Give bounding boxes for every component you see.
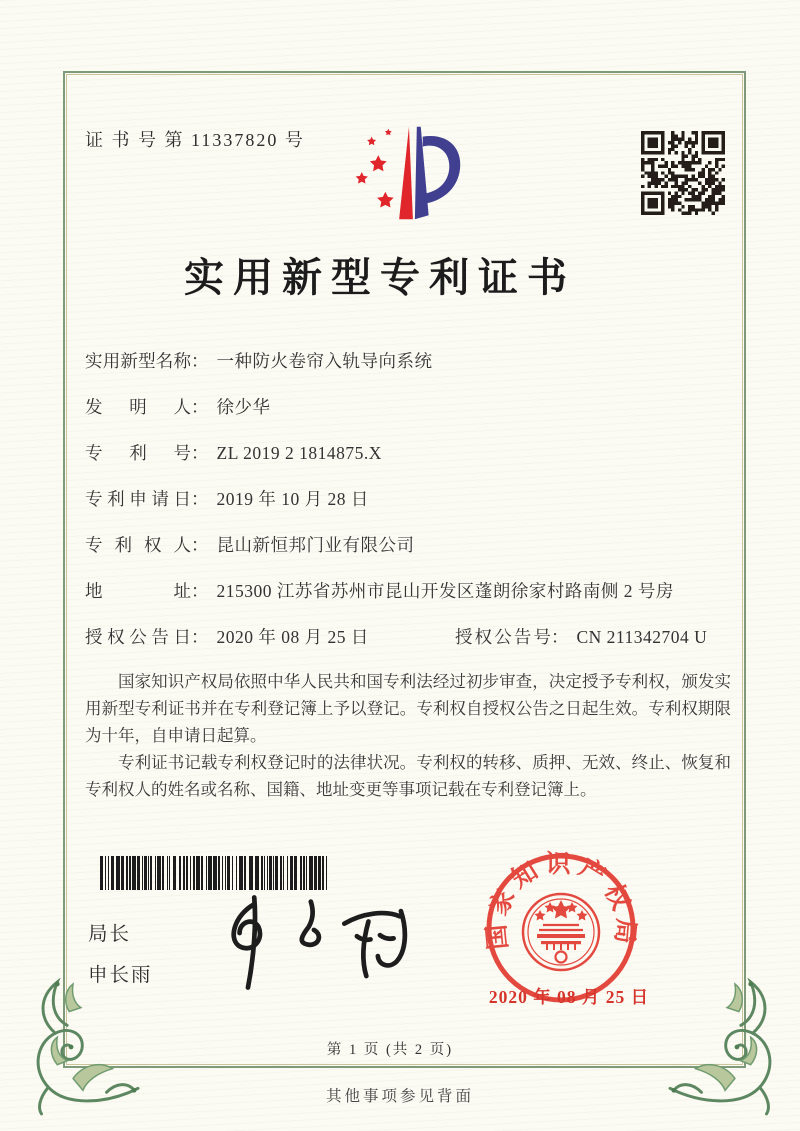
seal-date: 2020 年 08 月 25 日 <box>488 987 650 1007</box>
barcode <box>100 856 332 890</box>
field-row-grant <box>85 624 733 670</box>
field-value: 徐少华 <box>216 397 271 417</box>
cnipa-logo-icon <box>348 124 466 224</box>
field-label: 授权公告号 <box>455 627 551 647</box>
field-row-name <box>85 348 733 394</box>
legal-text <box>85 668 731 803</box>
field-label: 专利号 <box>85 443 191 463</box>
field-value: 215300 江苏省苏州市昆山开发区蓬朗徐家村路南侧 2 号房 <box>216 581 674 601</box>
official-seal <box>483 850 639 1006</box>
national-emblem-icon <box>523 894 599 970</box>
seal-ring-text: 国家知识产权局 <box>483 850 639 951</box>
legal-paragraph-1: 国家知识产权局依照中华人民共和国专利法经过初步审查，决定授予专利权，颁发实用新型专利证书并在专利登记簿上予以登记。专利权自授权公告之日起生效。专利权期限为十年，自申请日起算。 <box>85 672 731 745</box>
signature <box>205 890 425 995</box>
officer-name: 申长雨 <box>88 965 153 986</box>
certificate-title: 实用新型专利证书 <box>184 255 576 300</box>
field-label: 授权公告日 <box>85 627 191 647</box>
field-colon: ： <box>191 443 209 463</box>
corner-flourish-icon <box>12 978 140 1116</box>
officer-title: 局长 <box>88 924 132 945</box>
field-row-patentee <box>85 532 733 578</box>
field-colon: ： <box>191 397 209 417</box>
field-row-address <box>85 578 733 624</box>
field-value: 一种防火卷帘入轨导向系统 <box>216 351 433 371</box>
field-row-patent-number <box>85 440 733 486</box>
field-row-filing-date <box>85 486 733 532</box>
field-value: 2020 年 08 月 25 日 <box>216 627 369 647</box>
corner-flourish-icon <box>668 978 796 1116</box>
field-colon: ： <box>191 535 209 555</box>
field-colon: ： <box>191 627 209 647</box>
field-label: 专利申请日 <box>85 489 191 509</box>
field-label: 专利权人 <box>85 535 191 555</box>
back-side-note: 其他事项参见背面 <box>325 1088 474 1105</box>
field-pair-grant-number <box>455 624 707 649</box>
legal-paragraph-2: 专利证书记载专利权登记时的法律状况。专利权的转移、质押、无效、终止、恢复和专利权人的姓名或名称、国籍、地址变更等事项记载在专利登记簿上。 <box>85 753 731 799</box>
field-value: ZL 2019 2 1814875.X <box>216 443 382 463</box>
field-label: 发明人 <box>85 397 191 417</box>
field-colon: ： <box>191 489 209 509</box>
field-value: CN 211342704 U <box>576 627 708 647</box>
page-indicator: 第 1 页 (共 2 页) <box>326 1042 454 1058</box>
field-colon: ： <box>191 581 209 601</box>
field-list <box>85 348 733 670</box>
field-label: 实用新型名称 <box>85 351 191 371</box>
certificate-number: 证 书 号 第 11337820 号 <box>85 130 305 150</box>
field-colon: ： <box>191 351 209 371</box>
qr-code <box>641 131 725 215</box>
field-colon: ： <box>551 627 569 647</box>
field-row-inventor <box>85 394 733 440</box>
field-label: 地址 <box>85 581 191 601</box>
field-value: 昆山新恒邦门业有限公司 <box>216 535 415 555</box>
field-value: 2019 年 10 月 28 日 <box>216 489 369 509</box>
